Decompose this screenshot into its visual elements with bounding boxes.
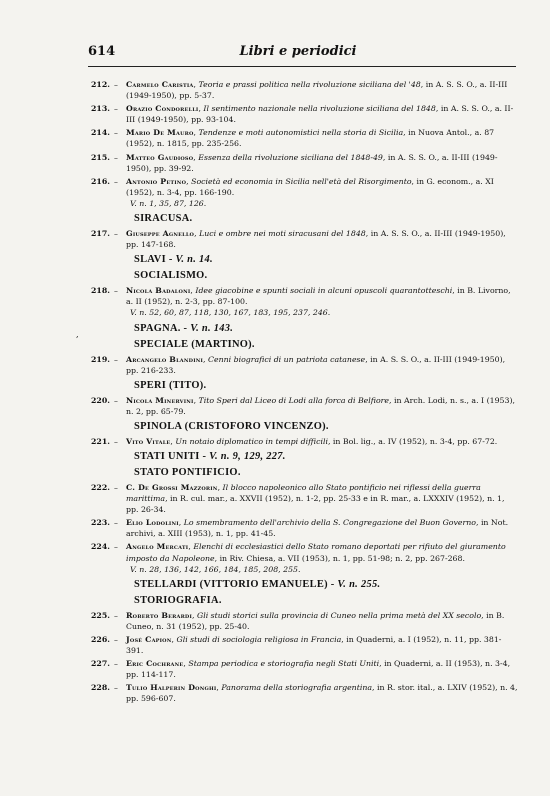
entry-number: 225.	[91, 610, 110, 620]
subject-heading	[134, 212, 518, 225]
entry-source: in B. Livorno, a. II (1952), n. 2-3, pp. 87-100.	[126, 286, 511, 307]
entry-title: Idee giacobine e spunti sociali in alcuni opuscoli quarantotteschi	[195, 286, 453, 296]
entry-number: 224.	[91, 542, 110, 552]
entry-title: Stampa periodica e storiografia negli Stati Uniti	[188, 659, 380, 669]
entry-number: 226.	[91, 634, 110, 644]
entry-author: Roberto Berardi	[126, 610, 192, 620]
entry-number: 213.	[91, 104, 110, 114]
entry-title: Un notaio diplomatico in tempi difficili	[175, 436, 328, 446]
entry-title: Società ed economia in Sicilia nell'età del Risorgimento	[191, 176, 412, 186]
bibliography-entry: 222. – C. De Grossi Mazzorin, Il blocco napoleonico allo Stato pontificio nei riflessi della guerra marittima, in R. cul. mar., a. XXVII (1952), n. 1-2, pp. 25-33 e in R. mar., a. LXXXIV (1952), n. 1, pp. 26-34.	[104, 482, 518, 515]
subject-label: STORIOGRAFIA.	[134, 594, 222, 606]
entry-cross-reference: V. n. 1, 35, 87, 126.	[130, 198, 207, 208]
entry-number: 227.	[91, 659, 110, 669]
bibliography-entry: 226. – José Capion, Gli studi di sociologia religiosa in Francia, in Quaderni, a. I (1952), n. 11, pp. 381-391.	[104, 634, 518, 656]
bibliography-entry: 221. – Vito Vitale, Un notaio diplomatico in tempi difficili, in Bol. lig., a. IV (1952), n. 3-4, pp. 67-72.	[104, 436, 518, 447]
bibliography-entry: 215. – Matteo Gaudioso, Essenza della rivoluzione siciliana del 1848-49, in A. S. S. O., a. II-III (1949-1950), pp. 39-92.	[104, 152, 518, 174]
bibliography-entry: 216. – Antonio Petino, Società ed economia in Sicilia nell'età del Risorgimento, in G. econom., a. XI (1952), n. 3-4, pp. 166-190. V. n. 1, 35, 87, 126.	[104, 176, 518, 209]
entry-title: Il blocco napoleonico allo Stato pontificio nei riflessi della guerra marittima	[126, 482, 481, 504]
entry-number: 223.	[91, 518, 110, 528]
entry-source: in A. S. S. O., a. II-III (1949-1950), pp. 216-233.	[126, 354, 506, 375]
entry-source: in Nuova Antol., a. 87 (1952), n. 1815, pp. 235-256.	[126, 128, 495, 149]
subject-heading	[134, 594, 518, 607]
entry-source: in A. S. S. O., a. II-III (1949-1950), pp. 147-168.	[126, 229, 506, 250]
entry-title: Elenchi di ecclesiastici dello Stato romano deportati per rifiuto del giuramento imposto da Napoleone	[126, 542, 506, 563]
bibliography-entry: 217. – Giuseppe Agnello, Luci e ombre nei moti siracusani del 1848, in A. S. S. O., a. II-III (1949-1950), pp. 147-168.	[104, 228, 518, 250]
entry-title: Teoria e prassi politica nella rivoluzione siciliana del '48	[198, 80, 421, 89]
entry-author: Nicola Badaloni	[126, 286, 191, 296]
entry-number: 218.	[91, 286, 110, 296]
bibliography-entry: 224. – Angelo Mercati, Elenchi di ecclesiastici dello Stato romano deportati per rifiuto del giuramento imposto da Napoleone, in Riv. Chiesa, a. VII (1953), n. 1, pp. 51-98; n. 2, pp. 267-268. V. n. 28, 136, 142, 166, 184, 185, 208, 255.	[104, 541, 518, 574]
running-title: Libri e periodici	[239, 44, 357, 59]
page-number: 614	[88, 44, 116, 59]
margin-mark: ,	[76, 330, 79, 339]
entry-number: 228.	[91, 683, 110, 693]
entry-author: Eric Cochrane	[126, 659, 184, 669]
entry-source: in Riv. Chiesa, a. VII (1953), n. 1, pp. 51-98; n. 2, pp. 267-268.	[219, 553, 465, 563]
entry-number: 219.	[91, 354, 110, 364]
entry-author: Orazio Condorelli	[126, 104, 199, 114]
bibliography-entry: 225. – Roberto Berardi, Gli studi storici sulla provincia di Cuneo nella prima metà del XX secolo, in B. Cuneo, n. 31 (1952), pp. 25-40.	[104, 610, 518, 632]
subject-label: STELLARDI (VITTORIO EMANUELE) -	[134, 578, 338, 590]
subject-heading	[134, 450, 518, 463]
entry-source: in B. Cuneo, n. 31 (1952), pp. 25-40.	[126, 610, 505, 631]
entry-source: in G. econom., a. XI (1952), n. 3-4, pp. 166-190.	[126, 176, 494, 197]
subject-label: SLAVI -	[134, 254, 176, 266]
entry-cross-reference: V. n. 28, 136, 142, 166, 184, 185, 208, 255.	[130, 564, 301, 574]
bibliography-entry: 228. – Tulio Halperin Donghi, Panorama della storiografia argentina, in R. stor. ital., a. LXIV (1952), n. 4, pp. 596-607.	[104, 682, 518, 704]
bibliography-entry: 223. – Elio Lodolini, Lo smembramento dell'archivio della S. Congregazione del Buon Governo, in Not. archivi, a. XIII (1953), n. 1, pp. 41-45.	[104, 517, 518, 539]
entry-dash: –	[114, 634, 118, 644]
cross-reference: V. n. 14.	[175, 254, 213, 266]
entry-dash: –	[114, 176, 118, 186]
entry-dash: –	[114, 286, 118, 296]
subject-heading	[134, 269, 518, 282]
entry-number: 214.	[91, 128, 110, 138]
entry-number: 215.	[91, 152, 110, 162]
entry-source: in A. S. S. O., a. II-III (1949-1950), pp. 93-104.	[126, 104, 514, 125]
entry-dash: –	[114, 542, 118, 552]
entry-author: Elio Lodolini	[126, 518, 179, 528]
subject-heading	[134, 322, 518, 335]
entry-source: in Quaderni, a. I (1952), n. 11, pp. 381-391.	[126, 634, 502, 655]
entry-source: in R. stor. ital., a. LXIV (1952), n. 4, pp. 596-607.	[126, 683, 518, 704]
subject-label: SOCIALISMO.	[134, 270, 208, 282]
entry-dash: –	[114, 683, 118, 693]
subject-label: STATI UNITI -	[134, 450, 210, 462]
entry-title: Panorama della storiografia argentina	[221, 683, 373, 693]
entry-title: Lo smembramento dell'archivio della S. Congregazione del Buon Governo	[183, 518, 476, 528]
entry-number: 222.	[91, 482, 110, 492]
entry-source: in A. S. S. O., a. II-III (1949-1950), pp. 5-37.	[126, 80, 508, 101]
entry-title: Tendenze e moti autonomistici nella storia di Sicilia	[198, 128, 404, 138]
bibliography-entry: 214. – Mario De Mauro, Tendenze e moti autonomistici nella storia di Sicilia, in Nuova Antol., a. 87 (1952), n. 1815, pp. 235-256.	[104, 127, 518, 149]
entry-source: in R. cul. mar., a. XXVII (1952), n. 1-2, pp. 25-33 e in R. mar., a. LXXXIV (1952), n. 1, pp. 26-34.	[126, 494, 505, 515]
entry-dash: –	[114, 128, 118, 138]
entry-author: Angelo Mercati	[126, 542, 189, 552]
cross-reference: V. n. 9, 129, 227.	[209, 450, 286, 462]
entry-source: in Not. archivi, a. XIII (1953), n. 1, pp. 41-45.	[126, 518, 509, 539]
entry-dash: –	[114, 659, 118, 669]
subject-heading	[134, 338, 518, 351]
subject-label: SPINOLA (CRISTOFORO VINCENZO).	[134, 420, 329, 432]
subject-label: SPECIALE (MARTINO).	[134, 338, 255, 350]
entry-source: in A. S. S. O., a. II-III (1949-1950), pp. 39-92.	[126, 152, 498, 173]
entry-dash: –	[114, 482, 118, 492]
entry-author: Tulio Halperin Donghi	[126, 683, 217, 693]
entry-author: C. De Grossi Mazzorin	[126, 482, 218, 492]
subject-label: SPAGNA. -	[134, 322, 191, 334]
entry-number: 220.	[91, 395, 110, 405]
bibliography-entry: 213. – Orazio Condorelli, Il sentimento nazionale nella rivoluzione siciliana del 1848, in A. S. S. O., a. II-III (1949-1950), pp. 93-104.	[104, 103, 518, 125]
entry-dash: –	[114, 610, 118, 620]
entry-number: 216.	[91, 176, 110, 186]
subject-label: SPERI (TITO).	[134, 379, 207, 391]
entry-title: Essenza della rivoluzione siciliana del 1848-49	[198, 152, 383, 162]
entry-author: Nicola Minervini	[126, 395, 194, 405]
entry-author: Vito Vitale	[126, 436, 171, 446]
entry-title: Gli studi storici sulla provincia di Cuneo nella prima metà del XX secolo	[196, 610, 482, 620]
entry-author: Matteo Gaudioso	[126, 152, 194, 162]
entry-dash: –	[114, 104, 118, 114]
entry-dash: –	[114, 395, 118, 405]
bibliography-entry: 220. – Nicola Minervini, Tito Speri dal Liceo di Lodi alla forca di Belfiore, in Arch. Lodi, n. s., a. I (1953), n. 2, pp. 65-79.	[104, 395, 518, 417]
subject-heading	[134, 466, 518, 479]
cross-reference: V. n. 255.	[337, 578, 381, 590]
entry-dash: –	[114, 152, 118, 162]
entry-title: Gli studi di sociologia religiosa in Francia	[176, 634, 342, 644]
subject-label: SIRACUSA.	[134, 213, 193, 225]
entry-author: José Capion	[126, 634, 172, 644]
entry-source: in Arch. Lodi, n. s., a. I (1953), n. 2, pp. 65-79.	[126, 395, 515, 416]
bibliography-entry: 212. – Carmelo Caristia, Teoria e prassi politica nella rivoluzione siciliana del '48, in A. S. S. O., a. II-III (1949-1950), pp. 5-37.	[104, 79, 518, 101]
entry-number: 217.	[91, 229, 110, 239]
entry-number: 212.	[91, 80, 110, 89]
bibliography-entry: 219. – Arcangelo Blandini, Cenni biografici di un patriota catanese, in A. S. S. O., a. II-III (1949-1950), pp. 216-233.	[104, 354, 518, 376]
entry-dash: –	[114, 80, 118, 89]
subject-label: STATO PONTIFICIO.	[134, 466, 241, 478]
header-rule	[88, 66, 516, 67]
entry-title: Il sentimento nazionale nella rivoluzione siciliana del 1848	[203, 104, 436, 114]
bibliography-entry: 218. – Nicola Badaloni, Idee giacobine e spunti sociali in alcuni opuscoli quarantotteschi, in B. Livorno, a. II (1952), n. 2-3, pp. 87-100. V. n. 52, 60, 87, 118, 130, 167, 183, 195, 237, 246.	[104, 285, 518, 318]
entry-dash: –	[114, 518, 118, 528]
entry-author: Mario De Mauro	[126, 128, 194, 138]
entry-author: Giuseppe Agnello	[126, 229, 195, 239]
entry-source: in Quaderni, a. II (1953), n. 3-4, pp. 114-117.	[126, 659, 511, 680]
page-header	[88, 44, 508, 64]
entry-author: Carmelo Caristia	[126, 80, 194, 89]
bibliography-list	[91, 79, 518, 706]
entry-dash: –	[114, 229, 118, 239]
entry-dash: –	[114, 436, 118, 446]
subject-heading	[134, 578, 518, 591]
entry-author: Antonio Petino	[126, 176, 187, 186]
entry-number: 221.	[91, 436, 110, 446]
entry-title: Tito Speri dal Liceo di Lodi alla forca di Belfiore	[198, 395, 390, 405]
cross-reference: V. n. 143.	[190, 322, 234, 334]
subject-heading	[134, 379, 518, 392]
entry-author: Arcangelo Blandini	[126, 354, 204, 364]
subject-heading	[134, 420, 518, 433]
subject-heading	[134, 253, 518, 266]
entry-title: Luci e ombre nei moti siracusani del 1848	[199, 229, 366, 239]
bibliography-entry: 227. – Eric Cochrane, Stampa periodica e storiografia negli Stati Uniti, in Quaderni, a. II (1953), n. 3-4, pp. 114-117.	[104, 658, 518, 680]
entry-source: in Bol. lig., a. IV (1952), n. 3-4, pp. 67-72.	[332, 436, 498, 446]
entry-title: Cenni biografici di un patriota catanese	[208, 354, 366, 364]
entry-dash: –	[114, 354, 118, 364]
entry-cross-reference: V. n. 52, 60, 87, 118, 130, 167, 183, 195, 237, 246.	[130, 308, 331, 318]
